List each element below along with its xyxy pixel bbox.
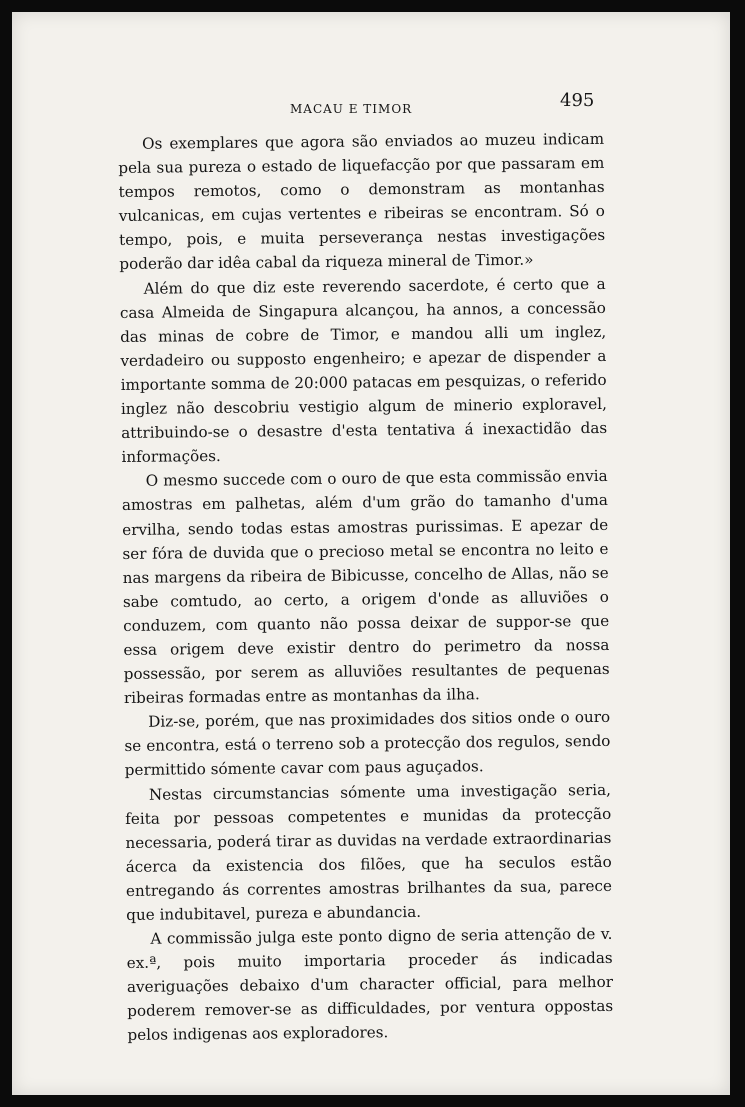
running-head: MACAU E TIMOR — [290, 102, 413, 116]
paragraph-2: Além do que diz este reverendo sacerdote, é certo que a casa Almeida de Singapura alcançou, ha annos, a concessão das minas de cobre de Timor, e mandou alli um inglez, verdadeiro ou supposto engenheiro; e apezar de dispender a importante somma de 20:000 patacas em pesquizas, o referido inglez não descobriu vestigio algum de minerio exploravel, attribuindo-se o desastre d'esta tentativa á inexactidão das informações. — [119, 274, 608, 467]
page-number: 495 — [560, 90, 595, 111]
page-header — [12, 90, 730, 120]
paper-sheet — [12, 12, 730, 1095]
body-text — [118, 127, 614, 1048]
paragraph-6: A commissão julga este ponto digno de seria attenção de v. ex.ª, pois muito importaria proceder ás indicadas averiguações debaixo d'um character official, para melhor poderem remover-se as difficuldades, por ventura oppostas pelos indigenas aos exploradores. — [126, 924, 614, 1045]
paragraph-4: Diz-se, porém, que nas proximidades dos sitios onde o ouro se encontra, está o terreno sob a protecção dos regulos, sendo permittido sómente cavar com paus aguçados. — [124, 708, 611, 780]
paragraph-3: O mesmo succede com o ouro de que esta commissão envia amostras em palhetas, além d'um grão do tamanho d'uma ervilha, sendo todas estas amostras purissimas. E apezar de ser fóra de duvida que o precioso metal se encontra no leito e nas margens da ribeira de Bibicusse, concelho de Allas, não se sabe comtudo, ao certo, a origem d'onde as alluviões o conduzem, com quanto não possa deixar de suppor-se que essa origem deve existir dentro do perimetro da nossa possessão, por serem as alluviões resultantes de pequenas ribeiras formadas entre as montanhas da ilha. — [121, 467, 610, 708]
paragraph-1: Os exemplares que agora são enviados ao muzeu indicam pela sua pureza o estado de liquefacção por que passaram em tempos remotos, como o demonstram as montanhas vulcanicas, em cujas vertentes e ribeiras se encontram. Só o tempo, pois, e muita perseverança nestas investigações poderão dar idêa cabal da riqueza mineral de Timor.» — [118, 129, 606, 274]
paragraph-5: Nestas circumstancias sómente uma investigação seria, feita por pessoas competentes e munidas da protecção necessaria, poderá tirar as duvidas na verdade extraordinarias ácerca da existencia dos filões, que ha seculos estão entregando ás correntes amostras brilhantes da sua, parece que indubitavel, pureza e abundancia. — [125, 780, 613, 924]
